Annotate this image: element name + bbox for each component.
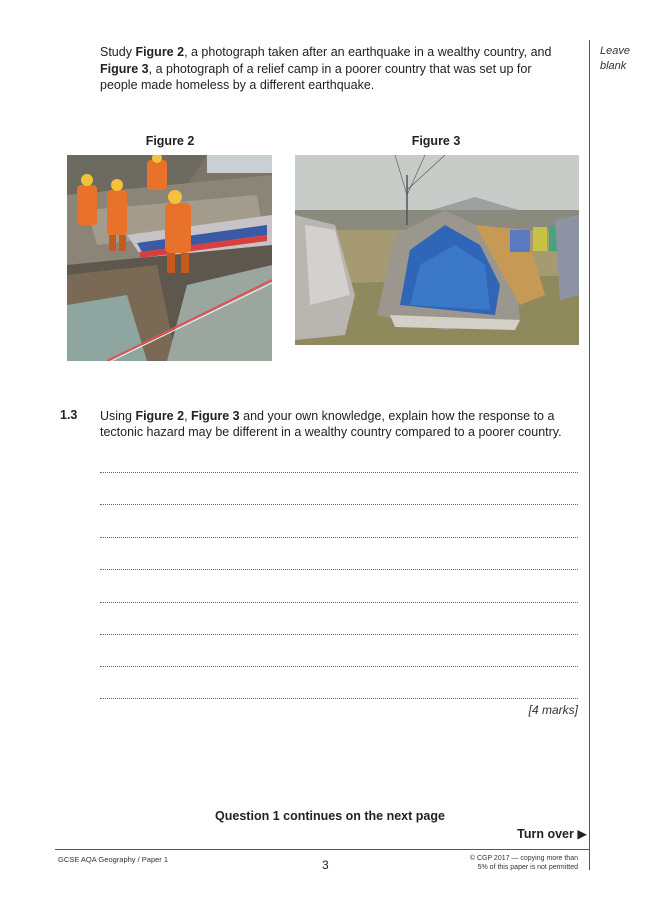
figure-3-caption: Figure 3 [411, 134, 461, 148]
question-figure-2-ref: Figure 2 [135, 409, 185, 423]
answer-line-6[interactable] [100, 634, 578, 635]
intro-paragraph: Study Figure 2, a photograph taken after an earthquake in a wealthy country, and Figure 3, a photograph of a relief camp in a poorer country that was set up for people made homeless by a different earthquake. [100, 45, 552, 92]
answer-line-2[interactable] [100, 504, 578, 505]
answer-line-5[interactable] [100, 602, 578, 603]
intro-figure-3-ref: Figure 3 [100, 61, 149, 76]
marks-label: [4 marks] [528, 703, 578, 717]
answer-line-8[interactable] [100, 698, 578, 699]
footer-rule [55, 849, 590, 850]
answer-line-3[interactable] [100, 537, 578, 538]
footer-course: GCSE AQA Geography / Paper 1 [58, 855, 169, 864]
question-text: Using Figure 2, Figure 3 and your own knowledge, explain how the response to a tectonic hazard may be different in a wealthy country compared to a poorer country. [100, 409, 562, 439]
continues-notice: Question 1 continues on the next page [215, 809, 445, 823]
figure-2-photo [67, 155, 272, 361]
question-figure-3-ref: Figure 3 [191, 409, 240, 423]
figure-2-caption: Figure 2 [145, 134, 195, 148]
intro-figure-2-ref: Figure 2 [135, 45, 185, 59]
margin-rule [589, 40, 590, 870]
page-number: 3 [322, 858, 329, 872]
turn-over: Turn over ▶ [517, 827, 587, 841]
leave-blank-label: Leave blank [600, 45, 630, 72]
play-arrow-icon: ▶ [577, 827, 587, 841]
answer-line-4[interactable] [100, 569, 578, 570]
question-number: 1.3 [60, 408, 78, 422]
answer-line-1[interactable] [100, 472, 578, 473]
footer-copyright: © CGP 2017 — copying more than 5% of this paper is not permitted [469, 855, 578, 871]
figure-3-photo [295, 155, 579, 345]
answer-line-7[interactable] [100, 666, 578, 667]
